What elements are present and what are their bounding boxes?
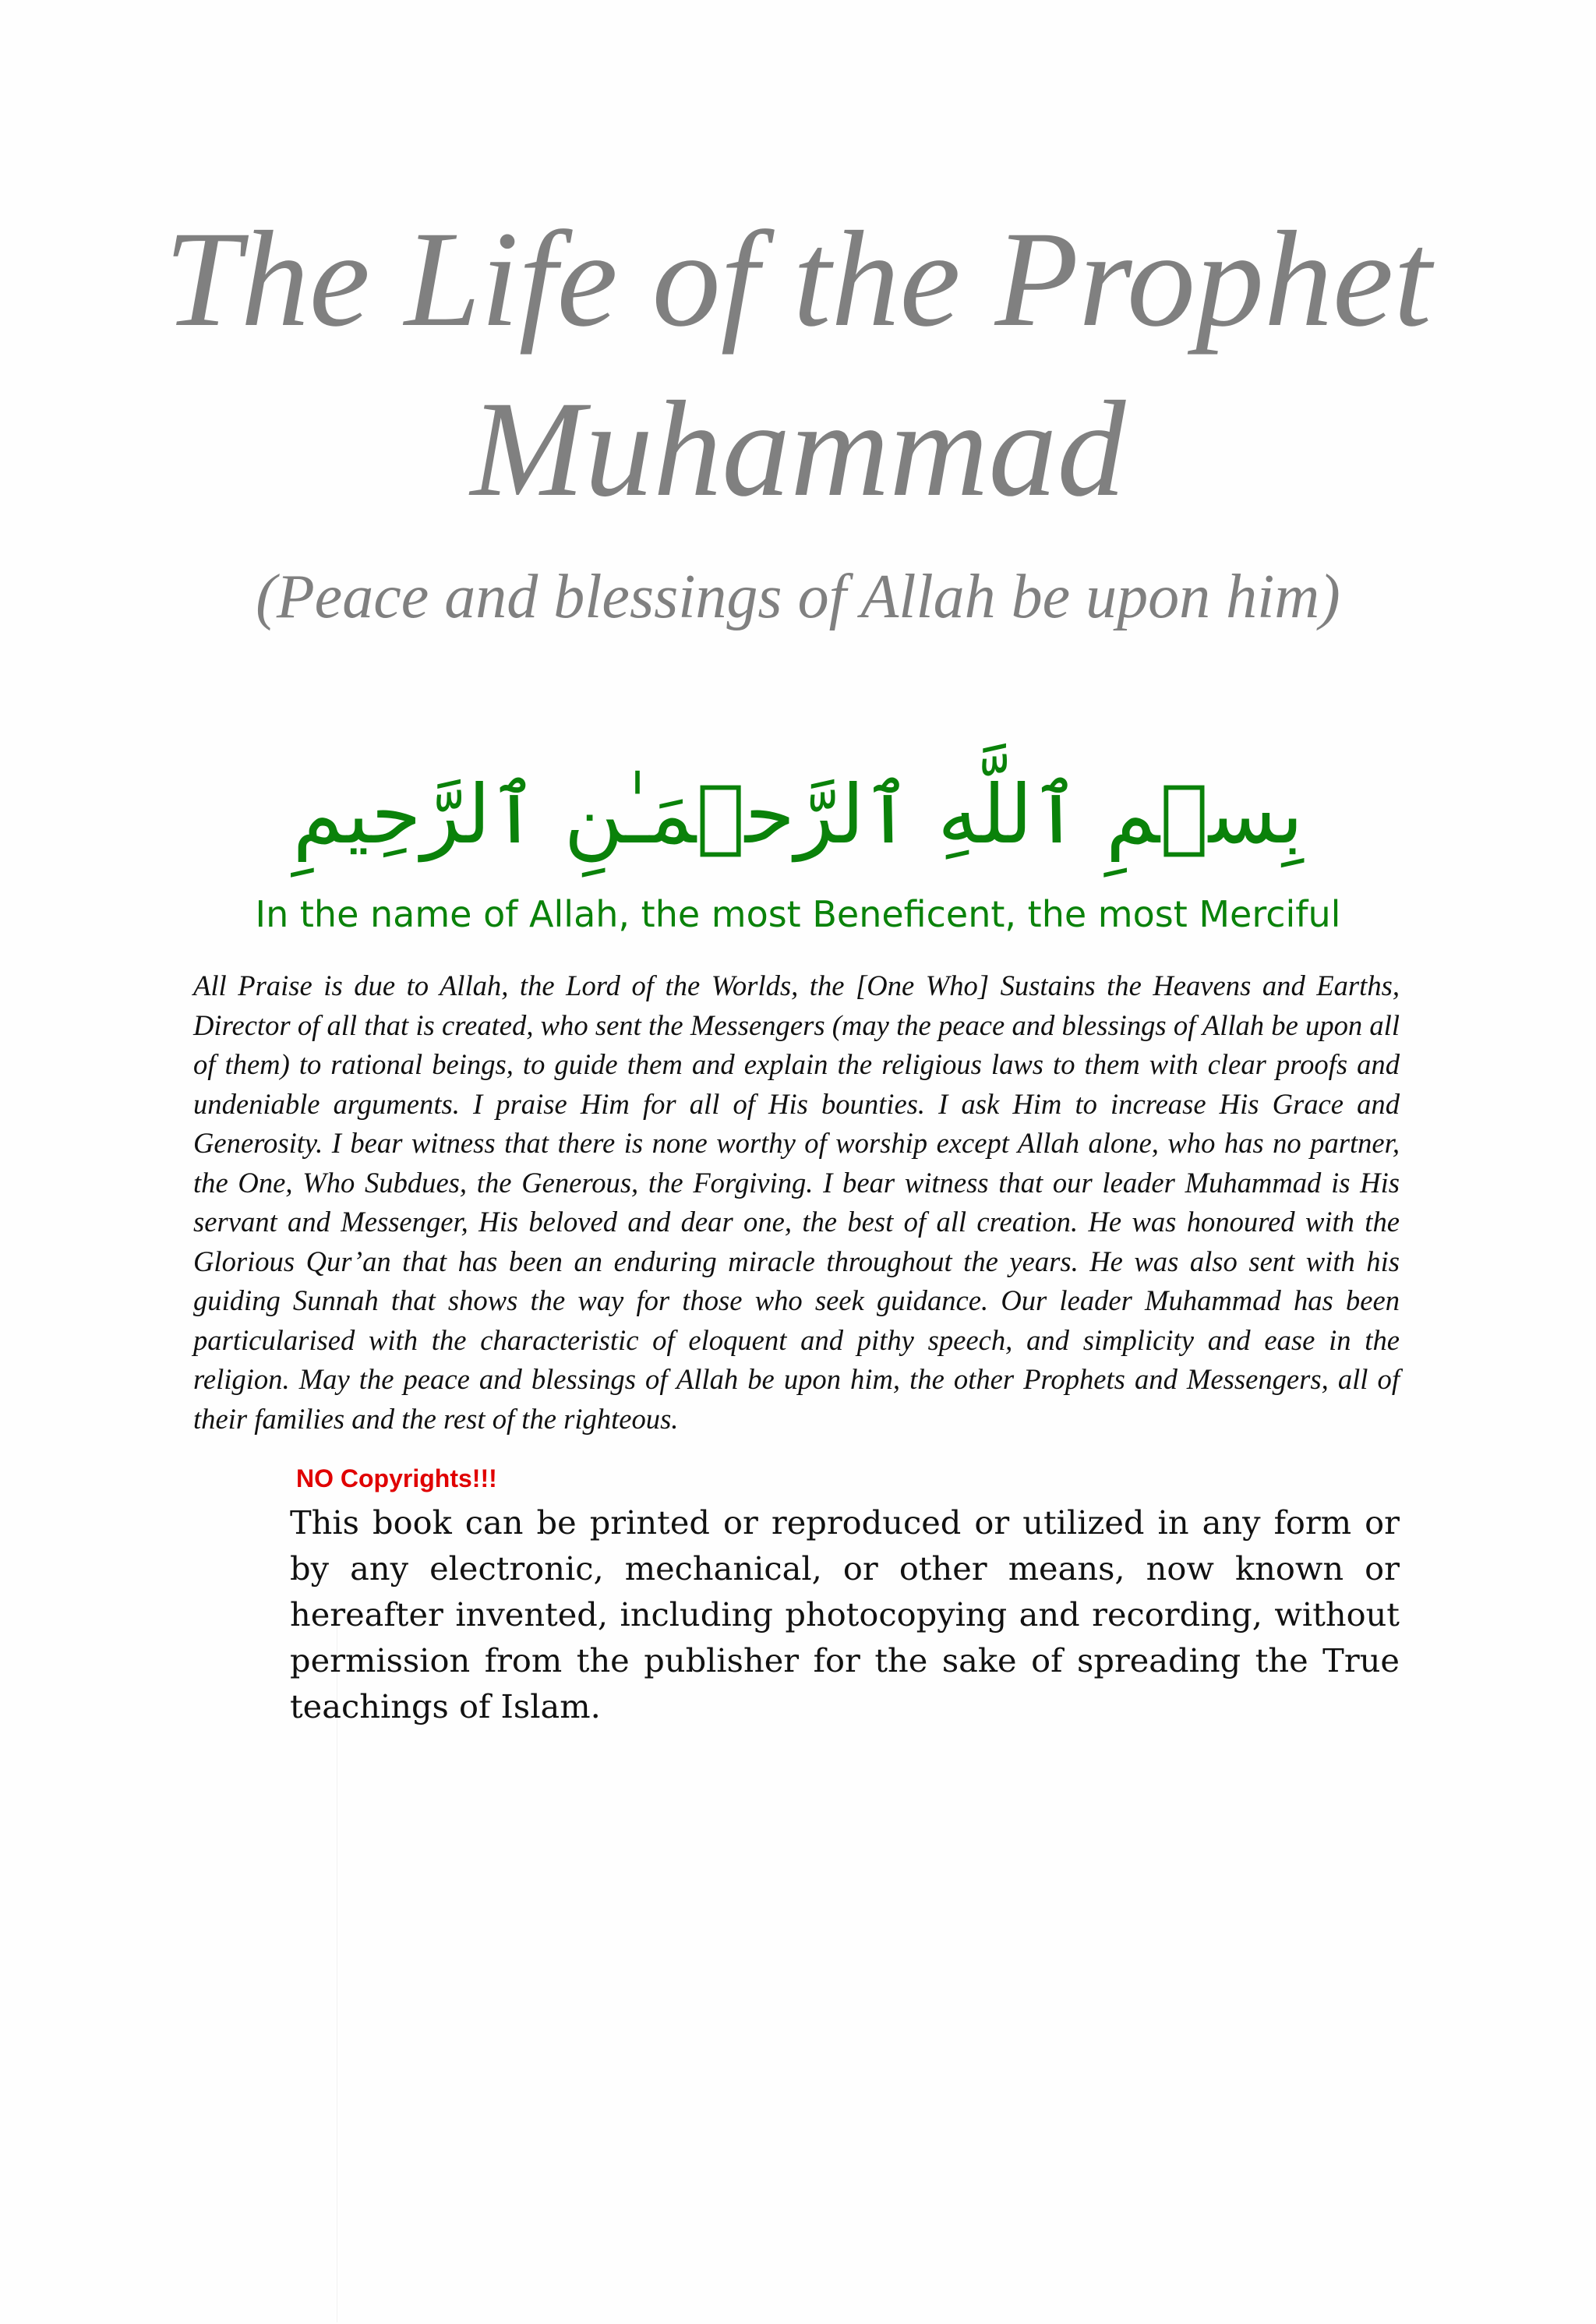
basmala-translation: In the name of Allah, the most Beneficent, the most Merciful <box>255 893 1341 935</box>
copyright-text: This book can be printed or reproduced or utilized in any form or by any electronic, mechanical, or other means, now known or hereafter invented, including photocopying and recording, without permission from the publisher for the sake of spreading the True teachings of Islam. <box>290 1503 1400 1725</box>
book-title-line-2: Muhammad <box>470 373 1126 525</box>
book-subtitle: (Peace and blessings of Allah be upon him) <box>256 563 1340 631</box>
book-title-line-1: The Life of the Prophet <box>164 203 1432 355</box>
copyright-heading: NO Copyrights!!! <box>296 1464 497 1492</box>
intro-paragraph: All Praise is due to Allah, the Lord of the Worlds, the [One Who] Sustains the Heavens and Earths, Director of all that is created, who sent the Messengers (may the peace and blessings of Allah be upon all of them) to rational beings, to guide them and explain the religious laws to them with clear proofs and undeniable arguments. I praise Him for all of His bounties. I ask Him to increase His Grace and Generosity. I bear witness that there is none worthy of worship except Allah alone, who has no partner, the One, Who Subdues, the Generous, the Forgiving. I bear witness that our leader Muhammad is His servant and Messenger, His beloved and dear one, the best of all creation. He was honoured with the Glorious Qur’an that has been an enduring miracle throughout the years. He was also sent with his guiding Sunnah that shows the way for those who seek guidance. Our leader Muhammad has been particularised with the characteristic of eloquent and pithy speech, and simplicity and ease in the religion. May the peace and blessings of Allah be upon him, the other Prophets and Messengers, all of their families and the rest of the righteous. <box>193 970 1400 1435</box>
basmala-arabic: بِسۡمِ ٱللَّهِ ٱلرَّحۡمَـٰنِ ٱلرَّحِيمِ <box>292 767 1304 862</box>
book-title <box>0 195 1596 535</box>
